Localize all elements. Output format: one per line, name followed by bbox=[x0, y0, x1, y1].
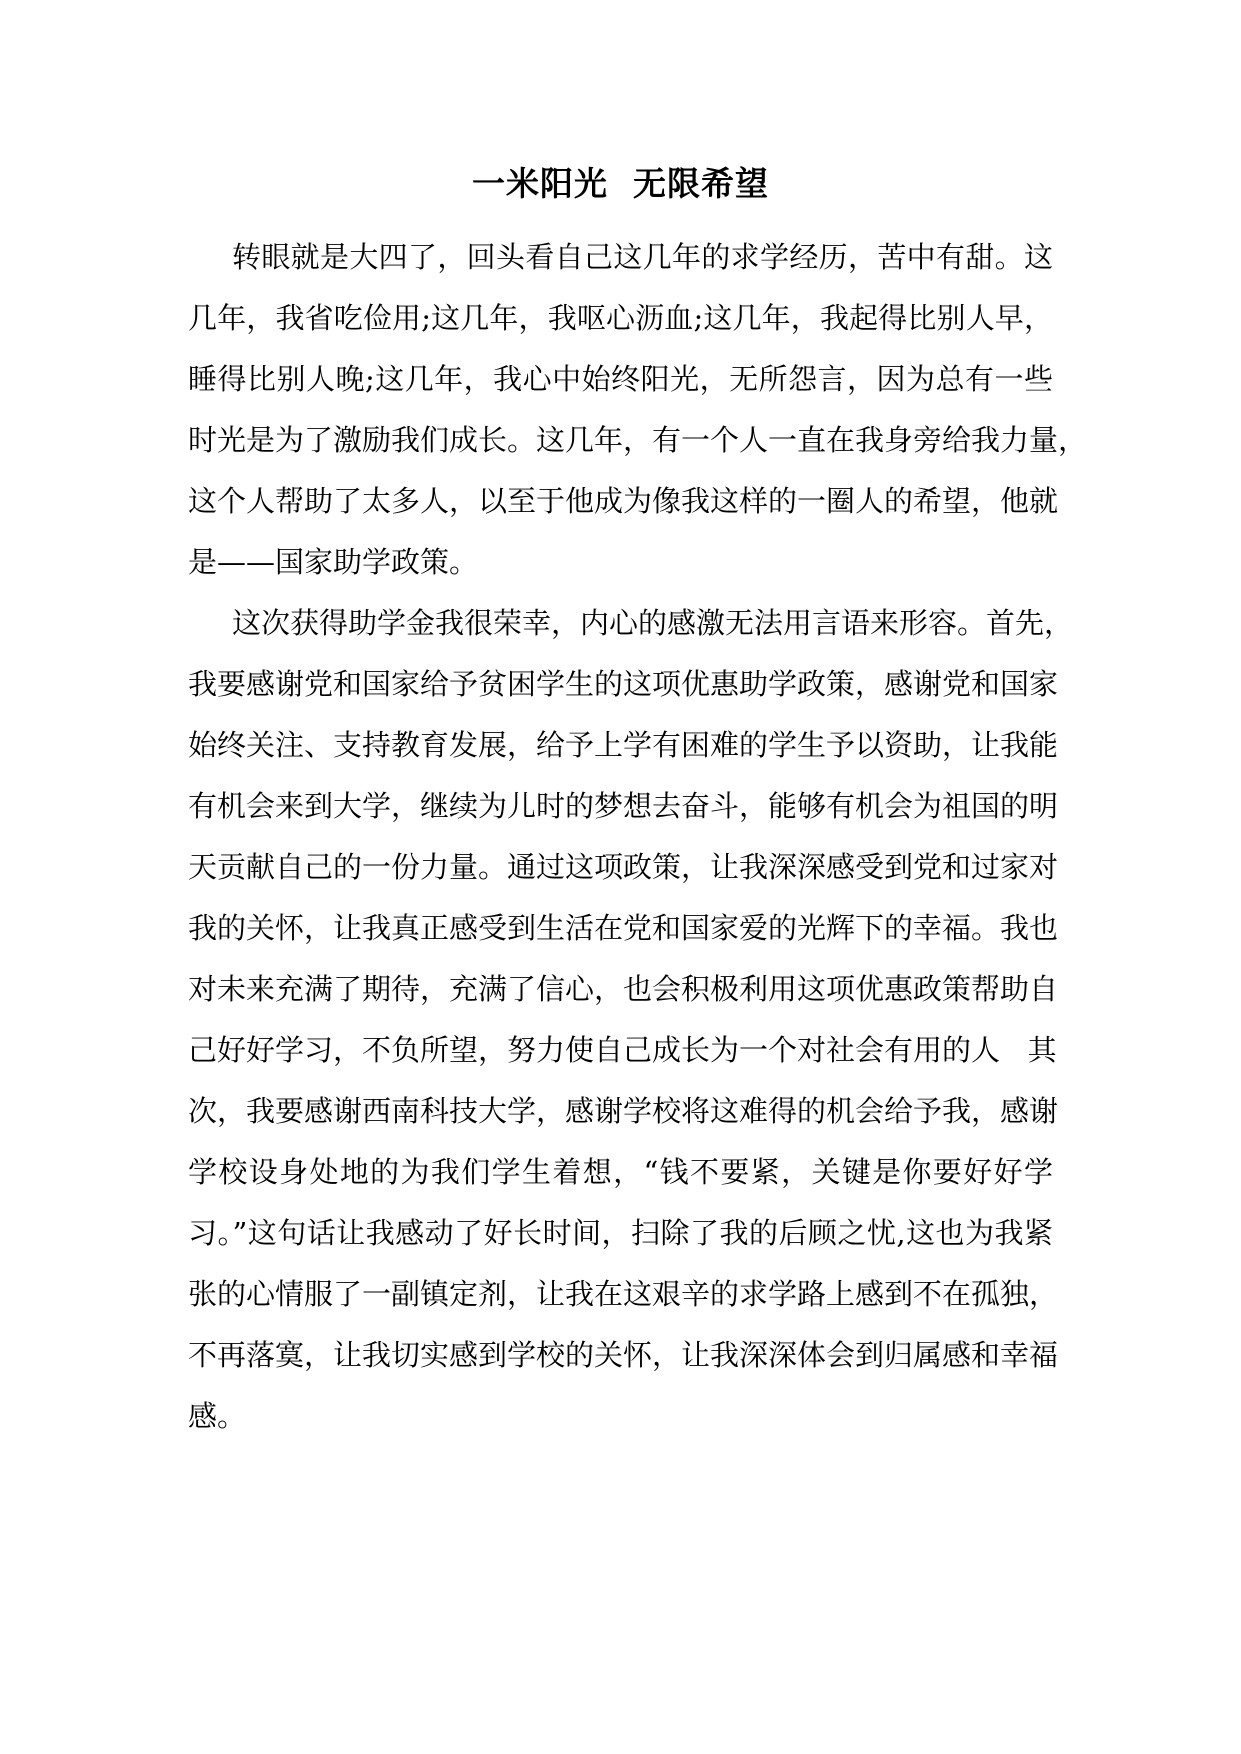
paragraph-2-line-2: 我要感谢党和国家给予贫困学生的这项优惠助学政策，感谢党和国家 bbox=[188, 667, 1059, 701]
paragraph-1-line-4: 时光是为了激励我们成长。这几年，有一个人一直在我身旁给我力量， bbox=[188, 423, 1088, 457]
paragraph-1-line-5: 这个人帮助了太多人，以至于他成为像我这样的一圈人的希望，他就 bbox=[188, 484, 1059, 518]
paragraph-2-line-6: 我的关怀，让我真正感受到生活在党和国家爱的光辉下的幸福。我也 bbox=[188, 911, 1059, 945]
paragraph-2-line-10: 学校设身处地的为我们学生着想，“钱不要紧，关键是你要好好学 bbox=[188, 1155, 1053, 1189]
paragraph-2-line-5: 天贡献自己的一份力量。通过这项政策，让我深深感受到党和过家对 bbox=[188, 850, 1059, 884]
paragraph-2-line-12: 张的心情服了一副镇定剂，让我在这艰辛的求学路上感到不在孤独， bbox=[188, 1277, 1059, 1311]
paragraph-2-line-13: 不再落寞，让我切实感到学校的关怀，让我深深体会到归属感和幸福 bbox=[188, 1338, 1059, 1372]
paragraph-2-line-14: 感。 bbox=[188, 1399, 247, 1433]
paragraph-2-line-4: 有机会来到大学，继续为儿时的梦想去奋斗，能够有机会为祖国的明 bbox=[188, 789, 1059, 823]
paragraph-2-line-3: 始终关注、支持教育发展，给予上学有困难的学生予以资助，让我能 bbox=[188, 728, 1059, 762]
paragraph-2-line-8: 己好好学习，不负所望，努力使自己成长为一个对社会有用的人 其 bbox=[188, 1033, 1057, 1067]
paragraph-2-line-7: 对未来充满了期待，充满了信心，也会积极利用这项优惠政策帮助自 bbox=[188, 972, 1059, 1006]
paragraph-2-line-11: 习。”这句话让我感动了好长时间，扫除了我的后顾之忧,这也为我紧 bbox=[188, 1216, 1053, 1250]
paragraph-1-line-3: 睡得比别人晚;这几年，我心中始终阳光，无所怨言，因为总有一些 bbox=[188, 362, 1053, 396]
paragraph-1-line-6: 是——国家助学政策。 bbox=[188, 545, 479, 579]
paragraph-2-line-9: 次，我要感谢西南科技大学，感谢学校将这难得的机会给予我，感谢 bbox=[188, 1094, 1059, 1128]
paragraph-1-line-1: 转眼就是大四了，回头看自己这几年的求学经历，苦中有甜。这 bbox=[232, 240, 1053, 274]
paragraph-1-line-2: 几年，我省吃俭用;这几年，我呕心沥血;这几年，我起得比别人早， bbox=[188, 301, 1053, 335]
document-title: 一米阳光 无限希望 bbox=[472, 164, 769, 203]
paragraph-2-line-1: 这次获得助学金我很荣幸，内心的感激无法用言语来形容。首先， bbox=[232, 606, 1074, 640]
